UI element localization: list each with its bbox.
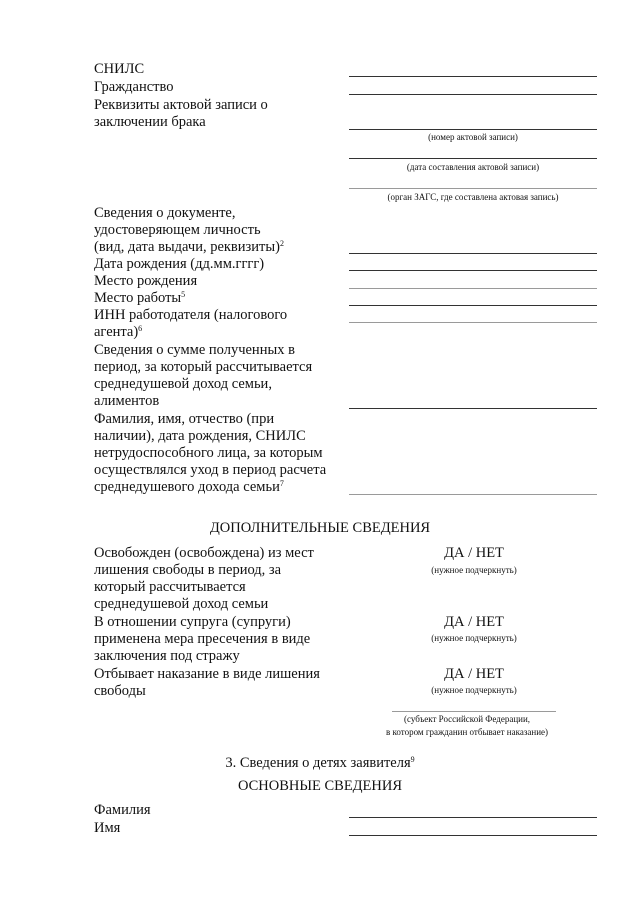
employer-inn-field[interactable]: [349, 322, 597, 323]
alimony-label-line1: Сведения о сумме полученных в: [94, 342, 295, 358]
child-name-field[interactable]: [349, 835, 597, 836]
spouse-custody-label-line2: применена мера пресечения в виде: [94, 631, 311, 647]
registry-office-field[interactable]: [349, 188, 597, 189]
alimony-label-line4: алиментов: [94, 393, 160, 409]
spouse-custody-label-line1: В отношении супруга (супруги): [94, 614, 291, 630]
workplace-field[interactable]: [349, 305, 597, 306]
federal-subject-caption-line2: в котором гражданин отбывает наказание): [385, 727, 549, 737]
released-prison-label-line3: который рассчитывается: [94, 579, 246, 595]
id-document-label-line1: Сведения о документе,: [94, 205, 236, 221]
child-surname-field[interactable]: [349, 817, 597, 818]
spouse-custody-underline-note: (нужное подчеркнуть): [431, 633, 517, 643]
workplace-label: [94, 290, 185, 307]
id-document-field[interactable]: [349, 253, 597, 254]
caretaker-label-line2: наличии), дата рождения, СНИЛС: [94, 428, 306, 444]
snils-field[interactable]: [349, 76, 597, 77]
record-date-caption: (дата составления актовой записи): [406, 162, 540, 172]
alimony-field[interactable]: [349, 408, 597, 409]
caretaker-label-line5: [94, 479, 284, 496]
record-date-field[interactable]: [349, 158, 597, 159]
employer-inn-label-line1: ИНН работодателя (налогового: [94, 307, 288, 323]
federal-subject-field[interactable]: [392, 711, 556, 712]
alimony-label-line2: период, за который рассчитывается: [94, 359, 313, 375]
federal-subject-caption-line1: (субъект Российской Федерации,: [403, 714, 531, 724]
registry-office-caption: (орган ЗАГС, где составлена актовая запись): [387, 192, 559, 202]
spouse-custody-yes-no[interactable]: ДА / НЕТ: [444, 614, 504, 630]
birth-date-label: Дата рождения (дд.мм.гггг): [94, 256, 265, 272]
id-document-label-line2: удостоверяющем личность: [94, 222, 261, 238]
employer-inn-label-text: агента): [94, 324, 139, 340]
birth-place-label: Место рождения: [94, 273, 198, 289]
footnote-ref-5: 5: [181, 290, 186, 299]
marriage-record-label-line1: Реквизиты актовой записи о: [94, 97, 268, 113]
serving-sentence-underline-note: (нужное подчеркнуть): [431, 685, 517, 695]
caretaker-label-line3: нетрудоспособного лица, за которым: [94, 445, 323, 461]
additional-info-title: ДОПОЛНИТЕЛЬНЫЕ СВЕДЕНИЯ: [209, 520, 431, 536]
released-prison-label-line2: лишения свободы в период, за: [94, 562, 282, 578]
spouse-custody-label-line3: заключения под стражу: [94, 648, 240, 664]
children-section-title: [0, 755, 640, 772]
footnote-ref-9: 9: [410, 755, 415, 764]
id-document-label-line3: [94, 239, 284, 256]
caretaker-field[interactable]: [349, 494, 597, 495]
birth-date-field[interactable]: [349, 270, 597, 271]
record-number-caption: (номер актовой записи): [428, 132, 518, 142]
caretaker-label-line4: осуществлялся уход в период расчета: [94, 462, 327, 478]
marriage-record-label-line2: заключении брака: [94, 114, 206, 130]
child-surname-label: Фамилия: [94, 802, 151, 818]
employer-inn-label-line2: [94, 324, 142, 341]
footnote-ref-6: 6: [138, 324, 143, 333]
released-prison-label-line4: среднедушевой доход семьи: [94, 596, 269, 612]
citizenship-field[interactable]: [349, 94, 597, 95]
released-prison-yes-no[interactable]: ДА / НЕТ: [444, 545, 504, 561]
footnote-ref-2: 2: [279, 239, 284, 248]
released-prison-underline-note: (нужное подчеркнуть): [431, 565, 517, 575]
caretaker-label-line1: Фамилия, имя, отчество (при: [94, 411, 275, 427]
released-prison-label-line1: Освобожден (освобождена) из мест: [94, 545, 314, 561]
workplace-label-text: Место работы: [94, 290, 182, 306]
snils-label: СНИЛС: [94, 61, 145, 77]
birth-place-field[interactable]: [349, 288, 597, 289]
id-document-label-text: (вид, дата выдачи, реквизиты): [94, 239, 280, 255]
children-basic-subtitle: ОСНОВНЫЕ СВЕДЕНИЯ: [237, 778, 403, 794]
serving-sentence-yes-no[interactable]: ДА / НЕТ: [444, 666, 504, 682]
footnote-ref-7: 7: [279, 479, 284, 488]
record-number-field[interactable]: [349, 129, 597, 130]
caretaker-label-text: среднедушевого дохода семьи: [94, 479, 280, 495]
serving-sentence-label-line2: свободы: [94, 683, 146, 699]
child-name-label: Имя: [94, 820, 121, 836]
citizenship-label: Гражданство: [94, 79, 174, 95]
serving-sentence-label-line1: Отбывает наказание в виде лишения: [94, 666, 320, 682]
children-section-title-text: 3. Сведения о детях заявителя: [225, 755, 411, 771]
alimony-label-line3: среднедушевой доход семьи,: [94, 376, 272, 392]
